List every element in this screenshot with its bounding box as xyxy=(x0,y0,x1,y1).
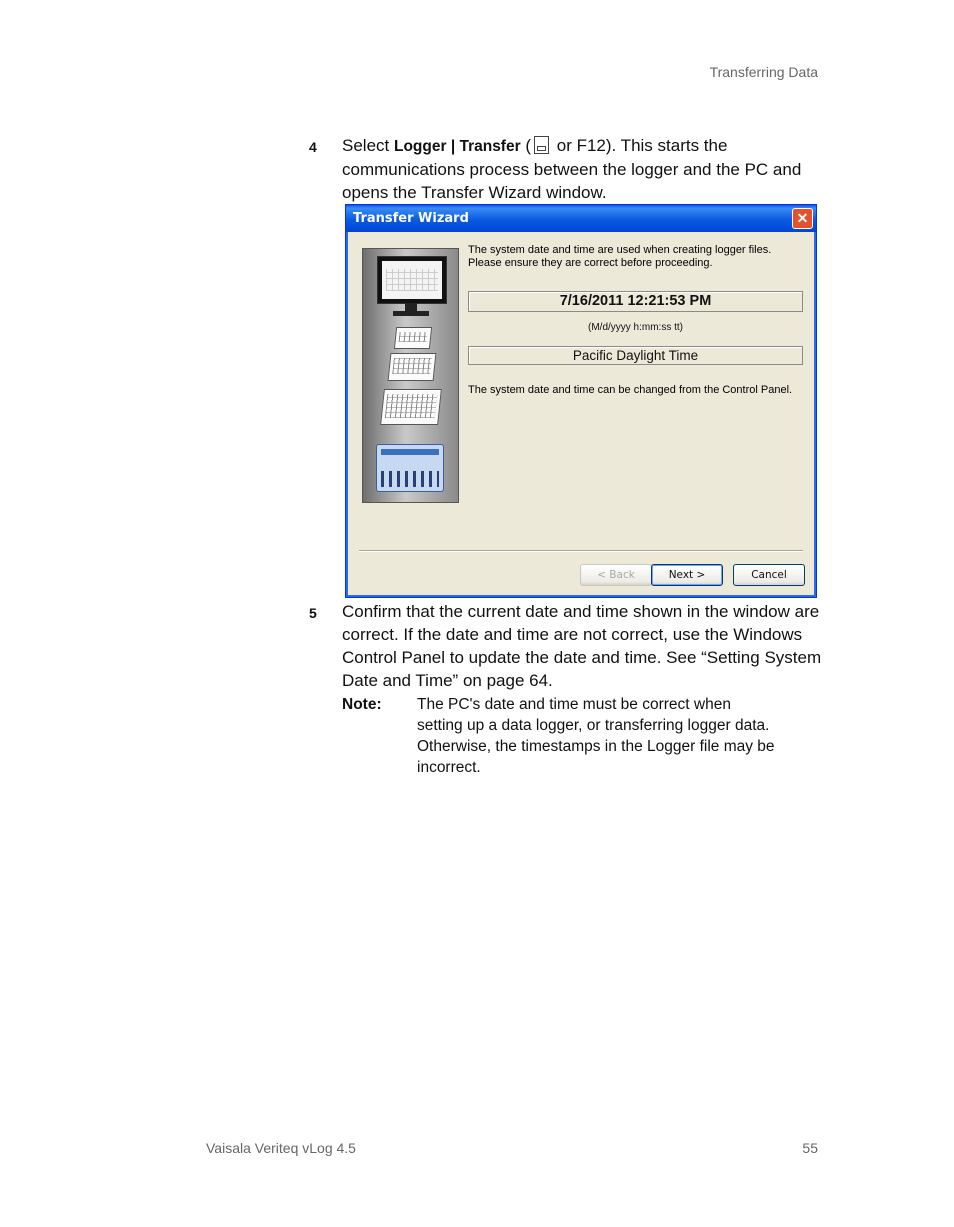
step-4-post: or F12). This starts the communications process between the logger and the PC and opens the Transfer Wizard window. xyxy=(342,136,802,202)
next-button[interactable]: Next > xyxy=(651,564,723,586)
step-5-text: Confirm that the current date and time shown in the window are correct. If the date and time are not correct, use the Windows Control Panel to update the date and time. See “Setting System Date and Time” on page 64. xyxy=(342,602,822,690)
divider xyxy=(359,550,803,552)
monitor-icon xyxy=(377,256,447,304)
timezone-field: Pacific Daylight Time xyxy=(468,346,803,365)
window-title: Transfer Wizard xyxy=(353,211,469,226)
note-label: Note: xyxy=(342,696,382,713)
transfer-icon xyxy=(534,136,549,154)
title-bar[interactable] xyxy=(346,205,816,232)
close-button[interactable]: ✕ xyxy=(792,208,813,229)
intro-text: The system date and time are used when creating logger files. Please ensure they are correct before proceeding. xyxy=(468,244,772,269)
format-hint: (M/d/yyyy h:mm:ss tt) xyxy=(588,322,683,333)
cancel-button[interactable]: Cancel xyxy=(733,564,805,586)
icon-prefix: ( xyxy=(520,136,532,155)
change-note: The system date and time can be changed from the Control Panel. xyxy=(468,384,793,396)
note-text: The PC's date and time must be correct when setting up a data logger, or transferring logger data. Otherwise, the timestamps in the Logger file may be incorrect. xyxy=(417,696,775,776)
chart-sheet-icon xyxy=(394,327,432,349)
chart-sheet-icon xyxy=(388,353,437,381)
step-4-pre: Select xyxy=(342,136,394,155)
back-button[interactable]: < Back xyxy=(580,564,652,586)
transfer-wizard-window xyxy=(345,204,817,598)
datetime-field: 7/16/2011 12:21:53 PM xyxy=(468,291,803,312)
running-header: Transferring Data xyxy=(709,64,818,80)
step-number: 4 xyxy=(309,139,317,155)
step-number: 5 xyxy=(309,605,317,621)
chart-sheet-icon xyxy=(380,389,442,425)
data-logger-icon xyxy=(376,444,444,492)
wizard-body xyxy=(349,232,813,594)
menu-path: Logger | Transfer xyxy=(393,138,521,155)
step-4-text xyxy=(342,134,822,204)
wizard-side-graphic xyxy=(362,248,459,503)
footer-product: Vaisala Veriteq vLog 4.5 xyxy=(206,1140,356,1156)
page-number: 55 xyxy=(802,1140,818,1156)
